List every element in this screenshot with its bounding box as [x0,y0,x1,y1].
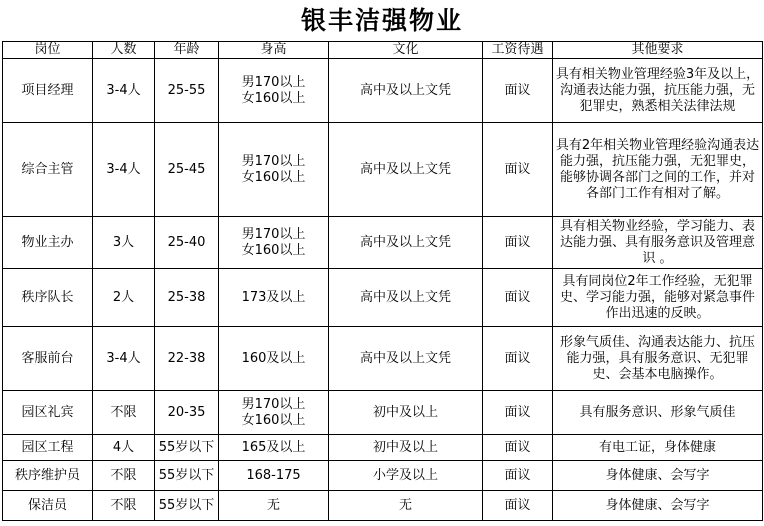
header-position: 岗位 [3,42,93,59]
header-height: 身高 [219,42,329,59]
cell-age: 20-35 [155,391,219,435]
cell-count: 2人 [93,269,155,327]
header-salary: 工资待遇 [483,42,553,59]
cell-position: 园区礼宾 [3,391,93,435]
cell-requirements: 有电工证，身体健康 [553,435,763,461]
cell-age: 22-38 [155,327,219,391]
cell-count: 3-4人 [93,123,155,217]
cell-requirements: 具有相关物业管理经验3年及以上，沟通表达能力强，抗压能力强，无犯罪史，熟悉相关法律法规 [553,59,763,123]
job-table [2,41,763,521]
cell-count: 4人 [93,435,155,461]
header-age: 年龄 [155,42,219,59]
cell-height: 168-175 [219,461,329,491]
cell-salary: 面议 [483,391,553,435]
cell-age: 25-45 [155,123,219,217]
table-header-row [3,42,763,59]
cell-requirements: 具有相关物业经验，学习能力、表达能力强、具有服务意识及管理意识 。 [553,217,763,269]
table-row [3,59,763,123]
cell-salary: 面议 [483,327,553,391]
cell-position: 秩序队长 [3,269,93,327]
cell-education: 无 [329,491,483,521]
cell-height: 男170以上 女160以上 [219,123,329,217]
table-row [3,269,763,327]
cell-requirements: 身体健康、会写字 [553,491,763,521]
cell-height: 男170以上 女160以上 [219,217,329,269]
cell-height: 男170以上 女160以上 [219,59,329,123]
cell-position: 项目经理 [3,59,93,123]
cell-requirements: 具有同岗位2年工作经验，无犯罪史、学习能力强，能够对紧急事件作出迅速的反映。 [553,269,763,327]
cell-position: 秩序维护员 [3,461,93,491]
cell-requirements: 具有服务意识、形象气质佳 [553,391,763,435]
cell-salary: 面议 [483,269,553,327]
cell-education: 高中及以上文凭 [329,123,483,217]
cell-education: 初中及以上 [329,435,483,461]
cell-position: 物业主办 [3,217,93,269]
cell-salary: 面议 [483,461,553,491]
cell-height: 无 [219,491,329,521]
cell-education: 小学及以上 [329,461,483,491]
cell-age: 55岁以下 [155,461,219,491]
header-count: 人数 [93,42,155,59]
cell-requirements: 具有2年相关物业管理经验沟通表达能力强，抗压能力强，无犯罪史，能够协调各部门之间的工作，并对各部门工作有相对了解。 [553,123,763,217]
cell-education: 高中及以上文凭 [329,269,483,327]
cell-education: 高中及以上文凭 [329,327,483,391]
cell-education: 高中及以上文凭 [329,59,483,123]
cell-height: 男170以上 女160以上 [219,391,329,435]
cell-age: 25-55 [155,59,219,123]
cell-count: 3人 [93,217,155,269]
cell-education: 高中及以上文凭 [329,217,483,269]
cell-salary: 面议 [483,435,553,461]
table-row [3,435,763,461]
cell-count: 3-4人 [93,327,155,391]
cell-count: 不限 [93,391,155,435]
cell-height: 160及以上 [219,327,329,391]
page-title: 银丰洁强物业 [300,6,463,35]
cell-salary: 面议 [483,217,553,269]
cell-salary: 面议 [483,123,553,217]
cell-count: 不限 [93,491,155,521]
table-row [3,327,763,391]
table-row [3,217,763,269]
cell-salary: 面议 [483,491,553,521]
cell-position: 园区工程 [3,435,93,461]
cell-position: 客服前台 [3,327,93,391]
cell-position: 综合主管 [3,123,93,217]
cell-height: 165及以上 [219,435,329,461]
table-row [3,123,763,217]
cell-count: 3-4人 [93,59,155,123]
header-education: 文化 [329,42,483,59]
cell-education: 初中及以上 [329,391,483,435]
table-row [3,491,763,521]
cell-height: 173及以上 [219,269,329,327]
cell-position: 保洁员 [3,491,93,521]
table-row [3,391,763,435]
cell-age: 55岁以下 [155,491,219,521]
cell-age: 55岁以下 [155,435,219,461]
header-requirements: 其他要求 [553,42,763,59]
cell-requirements: 形象气质佳、沟通表达能力、抗压能力强，具有服务意识、无犯罪史、会基本电脑操作。 [553,327,763,391]
cell-requirements: 身体健康、会写字 [553,461,763,491]
cell-age: 25-38 [155,269,219,327]
table-row [3,461,763,491]
cell-age: 25-40 [155,217,219,269]
cell-count: 不限 [93,461,155,491]
cell-salary: 面议 [483,59,553,123]
